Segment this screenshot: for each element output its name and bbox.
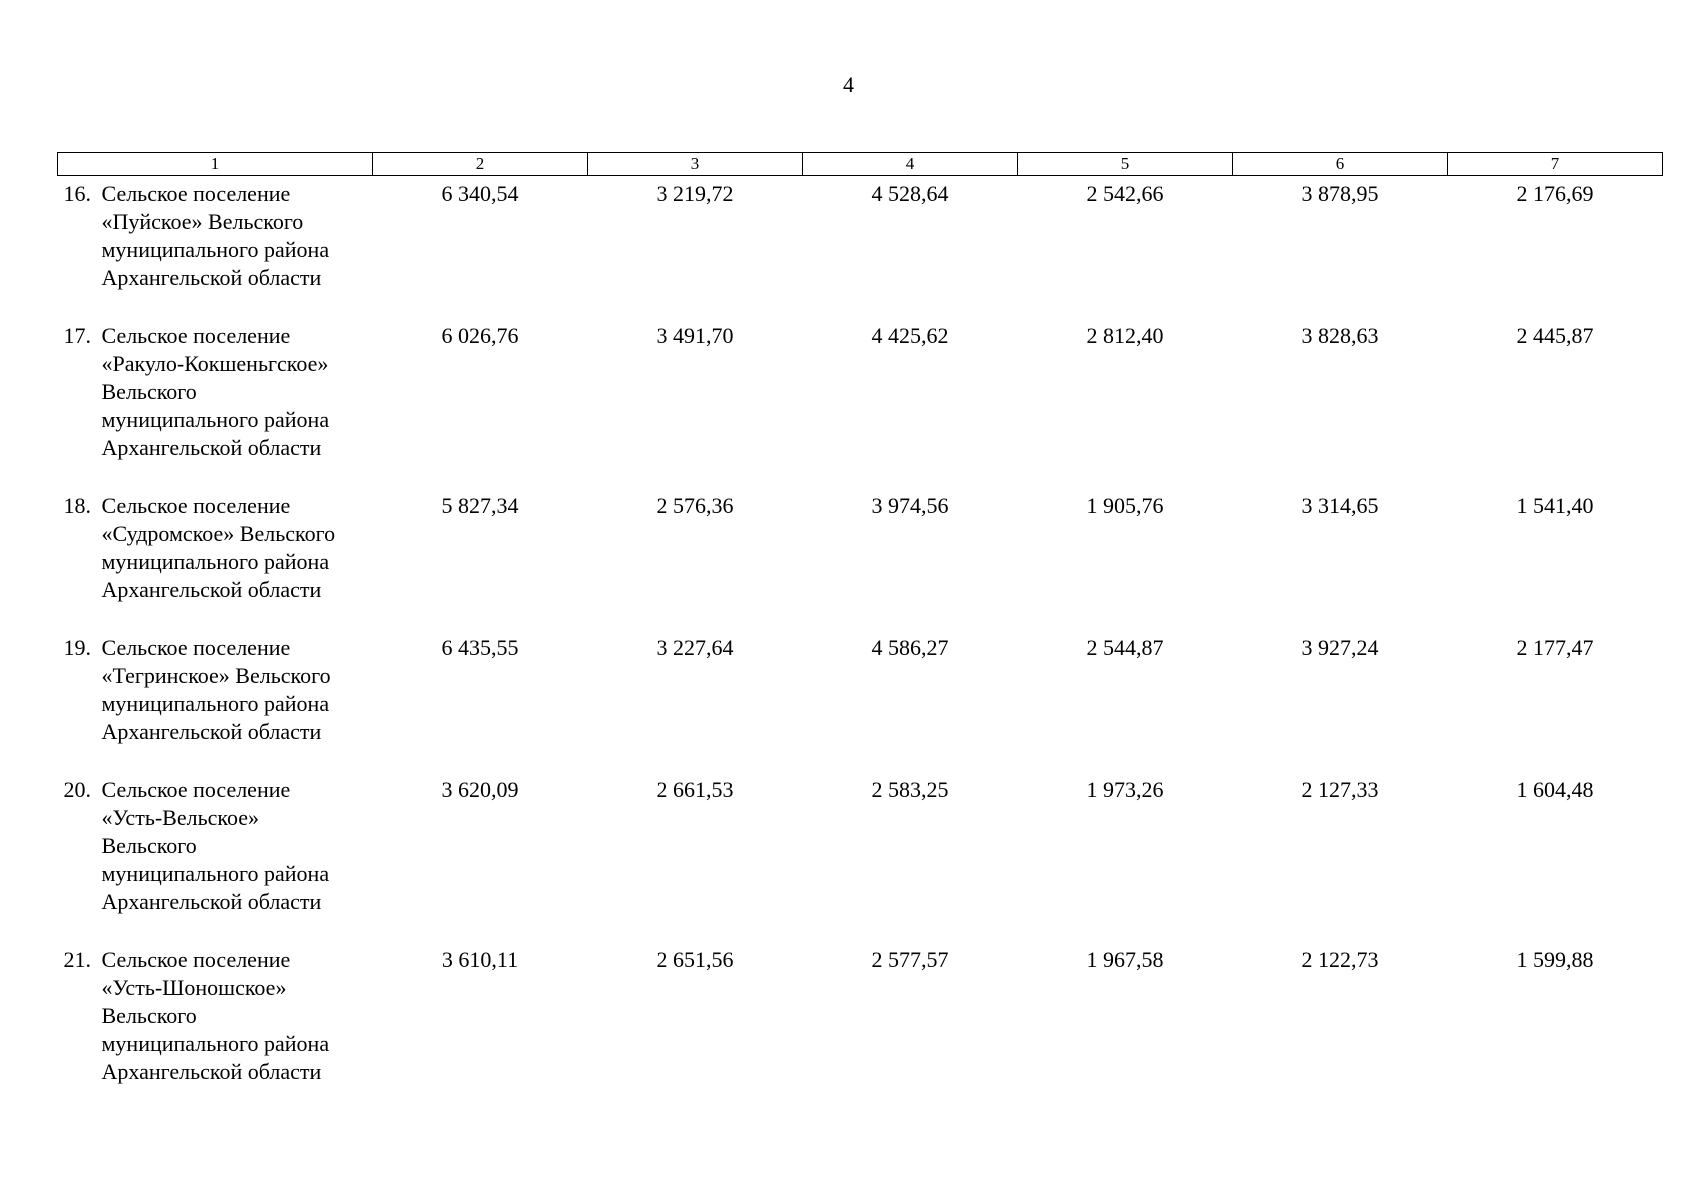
column-header-3: 3 (588, 153, 803, 176)
settlement-name-cell (58, 488, 373, 630)
column-number-row (58, 153, 1663, 176)
column-header-7: 7 (1448, 153, 1663, 176)
value-col-2: 3 610,11 (441, 947, 519, 972)
settlement-name-cell (58, 318, 373, 488)
row-number: 21. (63, 947, 91, 972)
page-number: 4 (843, 72, 854, 97)
settlement-name-cell (58, 772, 373, 942)
value-col-4: 2 577,57 (871, 947, 949, 972)
value-col-6: 3 828,63 (1301, 323, 1379, 348)
settlement-name: Сельское поселение «Ракуло-Кокшеньгское» Вельского муниципального района Архангельской области (101, 323, 330, 460)
data-table (57, 152, 1663, 1112)
value-col-7: 1 604,48 (1516, 777, 1594, 802)
value-col-2: 5 827,34 (441, 493, 519, 518)
value-col-2: 6 435,55 (441, 635, 519, 660)
row-number: 20. (63, 777, 91, 802)
settlement-name-cell (58, 942, 373, 1112)
value-col-7: 2 177,47 (1516, 635, 1594, 660)
value-col-3: 2 576,36 (656, 493, 734, 518)
value-col-4: 4 528,64 (871, 181, 949, 206)
settlement-name-cell (58, 630, 373, 772)
table-body (58, 176, 1663, 1113)
value-col-7: 1 599,88 (1516, 947, 1594, 972)
row-number: 19. (63, 635, 91, 660)
row-number: 17. (63, 323, 91, 348)
value-col-3: 3 219,72 (656, 181, 734, 206)
value-col-5: 1 905,76 (1086, 493, 1164, 518)
table-header (58, 153, 1663, 176)
settlement-name: Сельское поселение «Усть-Вельское» Вельского муниципального района Архангельской области (101, 777, 330, 914)
column-header-4: 4 (803, 153, 1018, 176)
table-row (58, 318, 1663, 488)
settlement-name: Сельское поселение «Пуйское» Вельского муниципального района Архангельской области (101, 181, 330, 290)
table-row (58, 488, 1663, 630)
value-col-3: 3 227,64 (656, 635, 734, 660)
value-col-5: 2 544,87 (1086, 635, 1164, 660)
column-header-2: 2 (373, 153, 588, 176)
value-col-5: 2 542,66 (1086, 181, 1164, 206)
value-col-2: 6 026,76 (441, 323, 519, 348)
value-col-4: 2 583,25 (871, 777, 949, 802)
value-col-4: 4 425,62 (871, 323, 949, 348)
column-header-5: 5 (1018, 153, 1233, 176)
value-col-7: 2 445,87 (1516, 323, 1594, 348)
value-col-3: 2 651,56 (656, 947, 734, 972)
value-col-3: 2 661,53 (656, 777, 734, 802)
value-col-6: 2 122,73 (1301, 947, 1379, 972)
value-col-4: 4 586,27 (871, 635, 949, 660)
value-col-5: 2 812,40 (1086, 323, 1164, 348)
settlement-name: Сельское поселение «Усть-Шоношское» Вельского муниципального района Архангельской области (101, 947, 330, 1084)
column-header-6: 6 (1233, 153, 1448, 176)
row-number: 18. (63, 493, 91, 518)
column-header-1: 1 (58, 153, 373, 176)
value-col-6: 3 927,24 (1301, 635, 1379, 660)
value-col-5: 1 967,58 (1086, 947, 1164, 972)
table-row (58, 942, 1663, 1112)
value-col-4: 3 974,56 (871, 493, 949, 518)
value-col-2: 3 620,09 (441, 777, 519, 802)
settlement-name-cell (58, 176, 373, 319)
value-col-6: 2 127,33 (1301, 777, 1379, 802)
value-col-7: 2 176,69 (1516, 181, 1594, 206)
value-col-3: 3 491,70 (656, 323, 734, 348)
value-col-6: 3 878,95 (1301, 181, 1379, 206)
table-row (58, 772, 1663, 942)
table-row (58, 630, 1663, 772)
settlement-name: Сельское поселение «Тегринское» Вельского муниципального района Архангельской области (101, 635, 331, 744)
value-col-5: 1 973,26 (1086, 777, 1164, 802)
table-row (58, 176, 1663, 319)
value-col-6: 3 314,65 (1301, 493, 1379, 518)
value-col-7: 1 541,40 (1516, 493, 1594, 518)
row-number: 16. (63, 181, 91, 206)
value-col-2: 6 340,54 (441, 181, 519, 206)
settlement-name: Сельское поселение «Судромское» Вельского муниципального района Архангельской области (101, 493, 336, 602)
